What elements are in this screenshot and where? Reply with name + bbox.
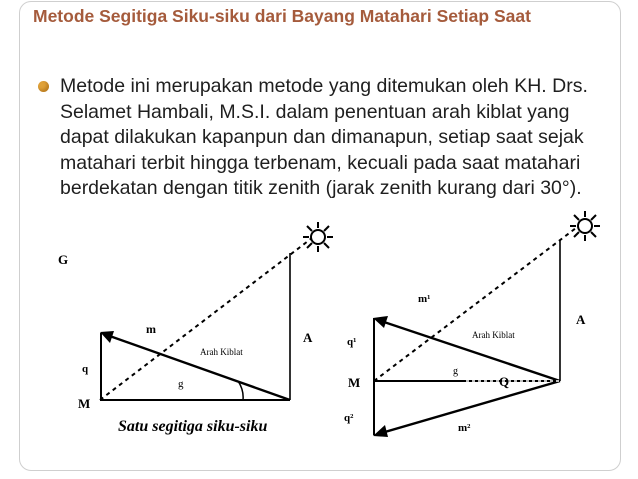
right-label-m2: m² <box>458 422 471 434</box>
left-sun-icon <box>303 222 333 252</box>
right-upper-arrow-line <box>378 320 560 381</box>
right-label-q1: q¹ <box>347 336 357 348</box>
left-label-q: q <box>82 363 89 375</box>
right-label-a: A <box>576 312 586 327</box>
left-qibla-line <box>104 334 290 400</box>
right-label-m1: m¹ <box>418 293 431 305</box>
left-label-g-angle: g <box>178 378 184 390</box>
right-sun-icon <box>570 211 600 241</box>
right-upper-arrowhead <box>373 316 388 328</box>
left-arrowhead <box>100 331 114 343</box>
left-label-g-upper: G <box>58 252 69 267</box>
left-label-a: A <box>303 330 313 345</box>
right-label-g: g <box>453 366 458 377</box>
diagram-left <box>100 222 333 400</box>
bullet-text: Metode ini merupakan metode yang ditemukan oleh KH. Drs. Selamet Hambali, M.S.I. dalam penentuan arah kiblat yang dapat dilakukan kapanpun dan dimanapun, setiap saat sejak matahari terbit hingga terbenam, kecuali pada saat matahari berdekatan dengan titik zenith (jarak zenith kurang dari 30°). <box>60 75 588 199</box>
diagram-right <box>373 211 600 437</box>
right-label-Q: Q <box>499 374 510 389</box>
left-sun-dashed-line <box>100 238 312 400</box>
diagram-right-labels <box>344 293 586 434</box>
right-sun-dashed-line <box>374 228 576 381</box>
left-caption: Satu segitiga siku-siku <box>118 418 268 435</box>
left-label-m: m <box>146 322 156 336</box>
left-label-arah-kiblat: Arah Kiblat <box>200 347 243 357</box>
slide-title: Metode Segitiga Siku-siku dari Bayang Matahari Setiap Saat <box>33 6 531 26</box>
right-lower-arrowhead <box>373 425 388 437</box>
left-label-M: M <box>78 396 91 411</box>
right-label-M: M <box>348 375 361 390</box>
right-label-q2: q² <box>344 412 354 424</box>
right-label-arah-kiblat: Arah Kiblat <box>472 330 515 340</box>
diagram-left-labels <box>58 252 313 435</box>
